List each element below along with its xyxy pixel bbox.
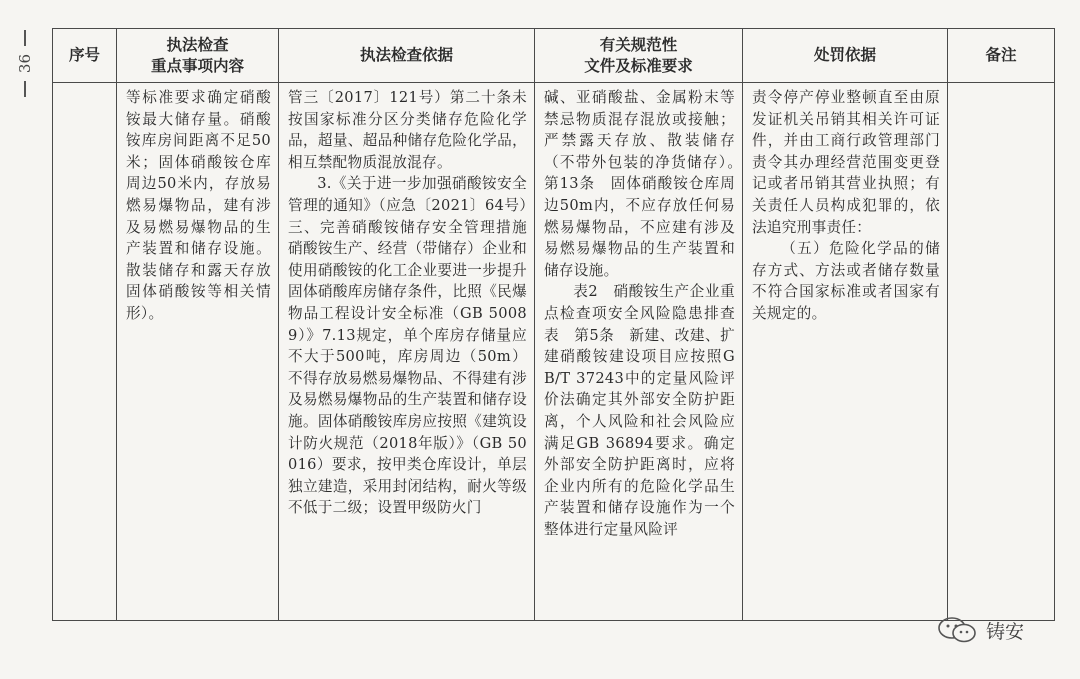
basis-paragraph-2: 3.《关于进一步加强硝酸铵安全管理的通知》（应急〔2021〕64号）三、完善硝酸铵储存安全管理措施 硝酸铵生产、经营（带储存）企业和使用硝酸铵的化工企业要进一步提升固体硝酸库房储存条件，比照《民爆物品工程设计安全标准（GB 50089）》7.13规定，单个库房存储量应不大于500吨，库房周边（50m）不得存放易燃易爆物品、不得建有涉及易燃易爆物品的生产装置和储存设施。固体硝酸铵库房应按照《建筑设计防火规范（2018年版）》（GB 50016）要求，按甲类仓库设计，单层独立建造，采用封闭结构，耐火等级不低于二级；设置甲级防火门 (288, 175, 542, 517)
header-key-items-line1: 执法检查 (166, 35, 229, 54)
cell-basis (279, 83, 542, 621)
wechat-logo-icon (936, 616, 978, 644)
standards-paragraph-2: 表2 硝酸铵生产企业重点检查项安全风险隐患排查表 第5条 新建、改建、扩建硝酸铵建设项目应按照GB/T 37243中的定量风险评价法确定其外部安全防护距离，个人风险和社会风险应满足GB 36894要求。确定外部安全防护距离时，应将企业内所有的危险化学品生产装置和储存设施作为一个整体进行定量风险评 (544, 283, 735, 538)
header-standards-line2: 文件及标准要求 (584, 56, 693, 75)
table-row (53, 83, 1055, 621)
header-basis: 执法检查依据 (279, 29, 535, 83)
penalty-paragraph-1: 责令停产停业整顿直至由原发证机关吊销其相关许可证件，并由工商行政管理部门责令其办理经营范围变更登记或者吊销其营业执照；有关责任人员构成犯罪的，依法追究刑事责任： (752, 89, 940, 236)
page-number-marker (6, 28, 44, 99)
header-remarks: 备注 (948, 29, 1055, 83)
cell-penalty (743, 83, 948, 621)
header-seq: 序号 (53, 29, 117, 83)
wechat-watermark (936, 616, 1024, 644)
watermark-text: 铸安 (986, 620, 1025, 643)
key-items-text: 等标准要求确定硝酸铵最大储存量。硝酸铵库房间距离不足50米；固体硝酸铵仓库周边50米内，存放易燃易爆物品，建有涉及易燃易爆物品的生产装置和储存设施。散装储存和露天存放固体硝酸铵等相关情形）。 (126, 89, 271, 322)
header-key-items-line2: 重点事项内容 (150, 56, 244, 75)
basis-paragraph-1: 管三〔2017〕121号）第二十条未按国家标准分区分类储存危险化学品，超量、超品种储存危险化学品，相互禁配物质混放混存。 (288, 89, 527, 171)
cell-seq (53, 83, 117, 621)
cell-standards (535, 83, 750, 621)
header-standards-line1: 有关规范性 (599, 35, 678, 54)
header-standards (535, 29, 743, 83)
page-number-dash-bottom (24, 81, 26, 97)
standards-paragraph-1: 碱、亚硝酸盐、金属粉末等禁忌物质混存混放或接触；严禁露天存放、散装储存（不带外包装的净货储存）。 第13条 固体硝酸铵仓库周边50m内，不应存放任何易燃易爆物品，不应建有涉及易燃易爆物品的生产装置和储存设施。 (544, 89, 750, 279)
cell-key-items (117, 83, 279, 621)
header-key-items (117, 29, 279, 83)
header-penalty: 处罚依据 (743, 29, 948, 83)
table-header-row (53, 29, 1055, 83)
cell-remarks (948, 83, 1055, 621)
penalty-paragraph-2: （五）危险化学品的储存方式、方法或者储存数量不符合国家标准或者国家有关规定的。 (752, 240, 940, 322)
inspection-table (52, 28, 1055, 621)
page-number-dash-top (24, 30, 26, 46)
page-number: 36 (16, 54, 34, 74)
